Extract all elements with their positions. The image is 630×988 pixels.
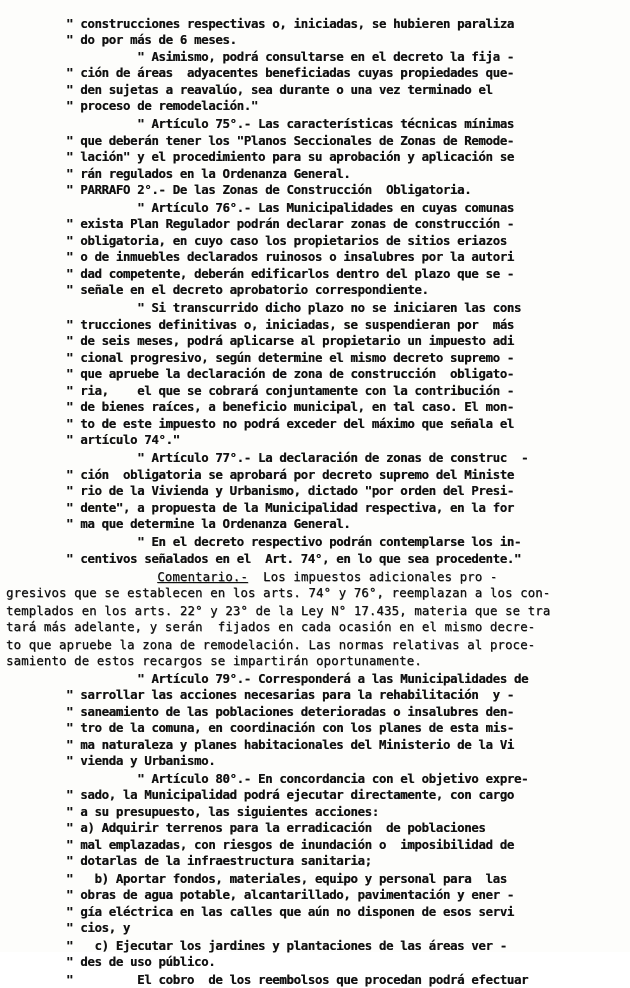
document-line: " de seis meses, podrá aplicarse al propietario un impuesto adi <box>66 333 514 348</box>
document-line: " dente", a propuesta de la Municipalidad respectiva, en la for <box>66 500 514 515</box>
document-line: " o de inmuebles declarados ruinosos o insalubres por la autori <box>66 249 514 264</box>
document-line: " dad competente, deberán edificarlos dentro del plazo que se - <box>66 266 514 281</box>
document-line: " sarrollar las acciones necesarias para la rehabilitación y - <box>66 687 514 702</box>
document-line: " PARRAFO 2°.- De las Zonas de Construcción Obligatoria. <box>66 182 472 197</box>
comentario-heading: Comentario.- <box>157 569 248 584</box>
document-line: samiento de estos recargos se impartirán oportunamente. <box>6 653 422 668</box>
document-line: " sado, la Municipalidad podrá ejecutar directamente, con cargo <box>66 787 514 802</box>
document-line: " señale en el decreto aprobatorio correspondiente. <box>66 282 429 297</box>
document-line: Comentario.- Los impuestos adicionales pro - <box>157 569 498 584</box>
document-line: " des de uso público. <box>66 954 216 969</box>
document-line: " lación" y el procedimiento para su aprobación y aplicación se <box>66 149 514 164</box>
document-line: " Si transcurrido dicho plazo no se iniciaren las cons <box>66 300 522 315</box>
document-line: " construcciones respectivas o, iniciadas, se hubieren paraliza <box>66 16 514 31</box>
document-line: " do por más de 6 meses. <box>66 32 237 47</box>
document-line: " dotarlas de la infraestructura sanitaria; <box>66 853 372 868</box>
document-line: " to de este impuesto no podrá exceder del máximo que señala el <box>66 416 514 431</box>
document-line: " El cobro de los reembolsos que procedan podrá efectuar <box>66 972 529 987</box>
document-line: " a su presupuesto, las siguientes acciones: <box>66 804 379 819</box>
document-line: " que apruebe la declaración de zona de construcción obligato- <box>66 366 514 381</box>
document-line: " tro de la comuna, en coordinación con los planes de esta mis- <box>66 720 514 735</box>
document-line: " exista Plan Regulador podrán declarar zonas de construcción - <box>66 216 514 231</box>
document-line: " b) Aportar fondos, materiales, equipo y personal para las <box>66 871 507 886</box>
document-line: " proceso de remodelación." <box>66 98 258 113</box>
document-line: " ria, el que se cobrará conjuntamente con la contribución - <box>66 383 514 398</box>
document-line: " ma que determine la Ordenanza General. <box>66 516 351 531</box>
document-line: " ma naturaleza y planes habitacionales del Ministerio de la Vi <box>66 737 514 752</box>
document-line: " cios, y <box>66 920 130 935</box>
document-line: templados en los arts. 22° y 23° de la Ley N° 17.435, materia que se tra <box>6 603 551 618</box>
document-line: " Artículo 80°.- En concordancia con el objetivo expre- <box>66 771 529 786</box>
document-line: " centivos señalados en el Art. 74°, en lo que sea procedente." <box>66 551 522 566</box>
document-line: " artículo 74°." <box>66 432 180 447</box>
document-line: " de bienes raíces, a beneficio municipal, en tal caso. El mon- <box>66 399 514 414</box>
document-line: " Asimismo, podrá consultarse en el decreto la fija - <box>66 49 514 64</box>
document-line: " saneamiento de las poblaciones deterioradas o insalubres den- <box>66 704 514 719</box>
document-line: " rio de la Vivienda y Urbanismo, dictado "por orden del Presi- <box>66 483 514 498</box>
document-line: " vienda y Urbanismo. <box>66 753 216 768</box>
document-line: to que apruebe la zona de remodelación. Las normas relativas al proce- <box>6 637 536 652</box>
document-line: " c) Ejecutar los jardines y plantaciones de las áreas ver - <box>66 938 507 953</box>
document-line: gresivos que se establecen en los arts. 74° y 76°, reemplazan a los con- <box>6 585 551 600</box>
document-line: " mal emplazadas, con riesgos de inundación o imposibilidad de <box>66 837 514 852</box>
document-line: " Artículo 75°.- Las características técnicas mínimas <box>66 116 514 131</box>
document-line: " Artículo 76°.- Las Municipalidades en cuyas comunas <box>66 200 514 215</box>
document-line: tará más adelante, y serán fijados en cada ocasión en el mismo decre- <box>6 619 536 634</box>
document-line: " que deberán tener los "Planos Seccionales de Zonas de Remode- <box>66 133 514 148</box>
document-line: " cional progresivo, según determine el mismo decreto supremo - <box>66 350 514 365</box>
document-line: " ción obligatoria se aprobará por decreto supremo del Ministe <box>66 467 514 482</box>
document-line: " obras de agua potable, alcantarillado, pavimentación y ener - <box>66 887 514 902</box>
document-line: " rán regulados en la Ordenanza General. <box>66 166 351 181</box>
document-line: " a) Adquirir terrenos para la erradicación de poblaciones <box>66 820 486 835</box>
document-line: " den sujetas a reavalúo, sea durante o una vez terminado el <box>66 82 493 97</box>
document-line: " obligatoria, en cuyo caso los propietarios de sitios eriazos <box>66 233 507 248</box>
document-line: " Artículo 77°.- La declaración de zonas de construc - <box>66 450 529 465</box>
document-line: " trucciones definitivas o, iniciadas, se suspendieran por más <box>66 317 514 332</box>
document-line: " En el decreto respectivo podrán contemplarse los in- <box>66 534 522 549</box>
document-line: " gía eléctrica en las calles que aún no disponen de esos servi <box>66 904 514 919</box>
document-line: " Artículo 79°.- Corresponderá a las Municipalidades de <box>66 671 529 686</box>
document-line: " ción de áreas adyacentes beneficiadas cuyas propiedades que- <box>66 65 514 80</box>
